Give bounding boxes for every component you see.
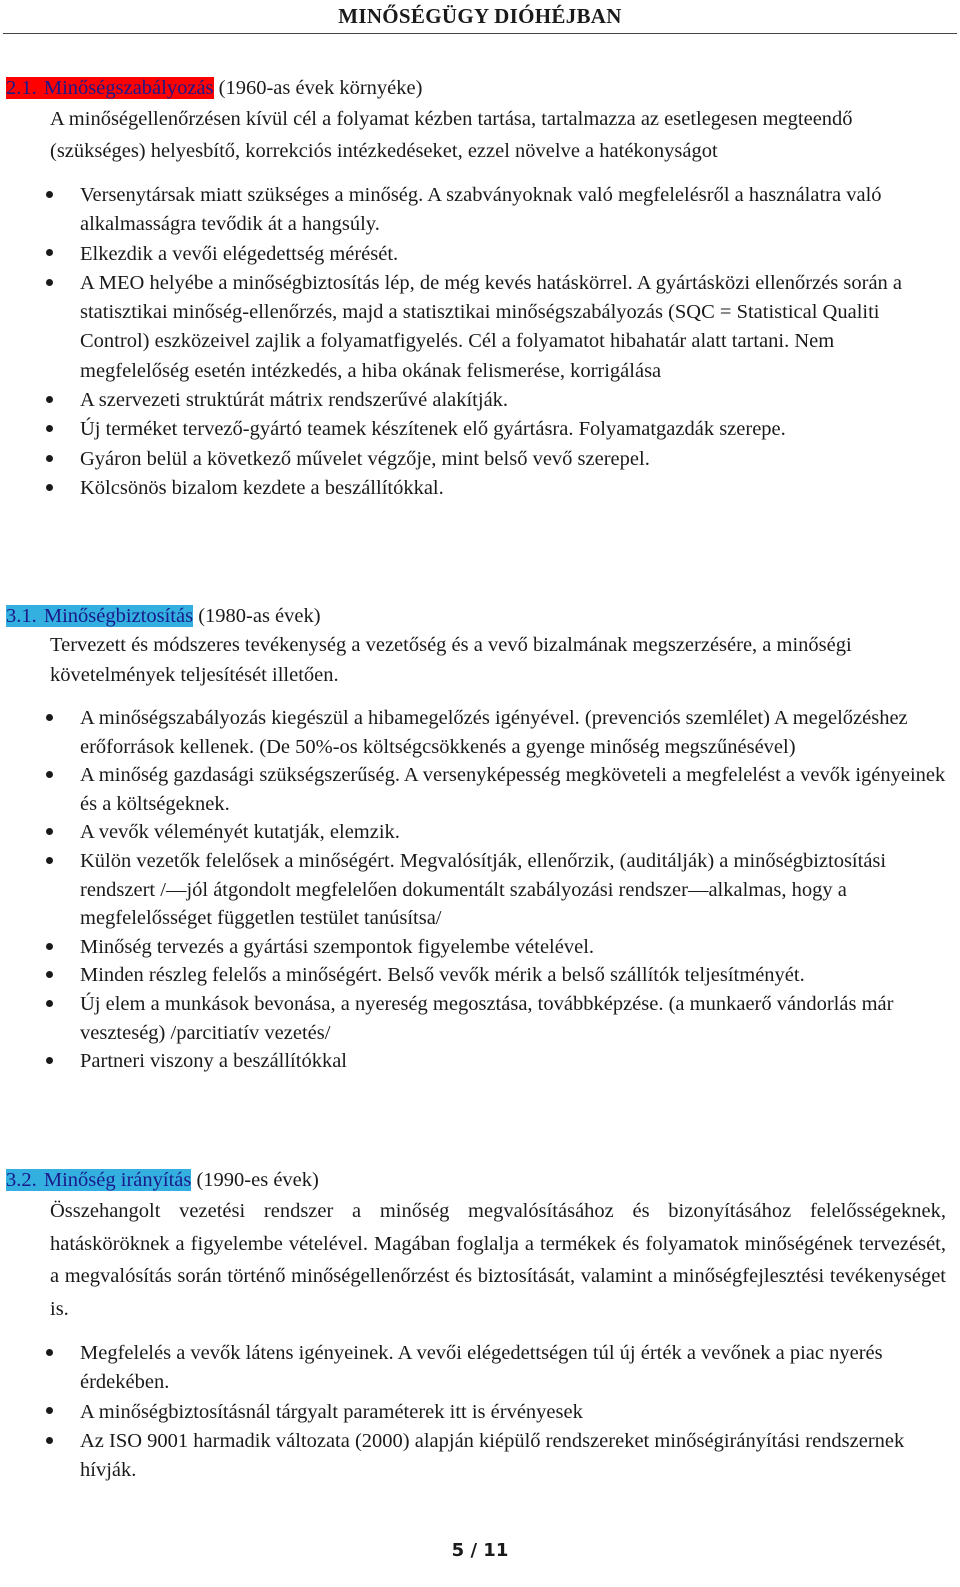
bullet-icon bbox=[46, 1000, 53, 1007]
list-item bbox=[6, 761, 946, 818]
bullet-icon bbox=[46, 771, 53, 778]
bullet-icon bbox=[46, 396, 53, 403]
list-item bbox=[6, 1398, 946, 1427]
list-item-text: Új terméket tervező-gyártó teamek készítenek elő gyártásra. Folyamatgazdák szerepe. bbox=[80, 418, 786, 441]
bullet-icon bbox=[46, 857, 53, 864]
bullet-icon bbox=[46, 1437, 53, 1444]
list-item-text: Kölcsönös bizalom kezdete a beszállítókkal. bbox=[80, 476, 444, 499]
section-title: Minőség irányítás bbox=[43, 1169, 192, 1191]
bullet-icon bbox=[46, 191, 53, 198]
section-heading bbox=[6, 602, 946, 631]
list-item bbox=[6, 961, 946, 990]
list-item bbox=[6, 386, 946, 415]
bullet-icon bbox=[46, 828, 53, 835]
section-heading bbox=[6, 1166, 946, 1195]
bullet-icon bbox=[46, 714, 53, 721]
list-item-text: A MEO helyébe a minőségbiztosítás lép, de még kevés hatáskörrel. A gyártásközi ellenőrzés során a statisztikai minőség-ellenőrzés, majd a statisztikai minőségszabályozás (SQC = Statistical Qualiti Control) eszközeivel zajlik a folyamatfigyelés. Cél a folyamatot hibahatár alatt tartani. Nem megfelelőség esetén intézkedés, a hiba okának felismerése, korrigálása bbox=[80, 271, 903, 382]
list-item bbox=[6, 181, 946, 240]
section-minosegszabalyozas bbox=[6, 74, 946, 503]
section-period: (1980-as évek) bbox=[198, 605, 321, 627]
section-number: 2.1. bbox=[6, 77, 37, 99]
list-item-text: Versenytársak miatt szükséges a minőség. A szabványoknak való megfelelésről a használatra való alkalmasságra tevődik át a hangsúly. bbox=[80, 184, 882, 236]
section-period: (1960-as évek környéke) bbox=[218, 77, 423, 99]
list-item bbox=[6, 933, 946, 962]
list-item bbox=[6, 847, 946, 933]
bullet-icon bbox=[46, 455, 53, 462]
section-heading-highlight bbox=[6, 605, 193, 627]
list-item-text: Új elem a munkások bevonása, a nyereség megosztása, továbbképzése. (a munkaerő vándorlás már veszteség) /parcitiatív vezetés/ bbox=[80, 992, 894, 1044]
section-heading-highlight bbox=[6, 77, 214, 99]
list-item bbox=[6, 1339, 946, 1398]
section-intro: A minőségellenőrzésen kívül cél a folyamat kézben tartása, tartalmazza az esetlegesen megteendő (szükséges) helyesbítő, korrekciós intézkedéseket, ezzel növelve a hatékonyságot bbox=[50, 108, 853, 162]
bullet-icon bbox=[46, 943, 53, 950]
page-header-title: MINŐSÉGÜGY DIÓHÉJBAN bbox=[338, 4, 622, 28]
section-title: Minőségbiztosítás bbox=[43, 605, 194, 627]
bullet-icon bbox=[46, 971, 53, 978]
list-item-text: Gyáron belül a következő művelet végzője, mint belső vevő szerepel. bbox=[80, 447, 650, 470]
list-item bbox=[6, 818, 946, 847]
list-item-text: A vevők véleményét kutatják, elemzik. bbox=[80, 821, 400, 844]
list-item bbox=[6, 1427, 946, 1486]
bullet-icon bbox=[46, 1057, 53, 1064]
bullet-icon bbox=[46, 1349, 53, 1356]
list-item-text: A minőségszabályozás kiegészül a hibamegelőzés igényével. (prevenciós szemlélet) A megelőzéshez erőforrások kellenek. (De 50%-os költségcsökkenés a gyenge minőség megszűnésével) bbox=[80, 707, 908, 758]
section-intro: Tervezett és módszeres tevékenység a vezetőség és a vevő bizalmának megszerzésére, a minőségi követelmények teljesítését illetően. bbox=[50, 634, 852, 686]
list-item-text: A minőségbiztosításnál tárgyalt paraméterek itt is érvényesek bbox=[80, 1400, 583, 1423]
list-item bbox=[6, 704, 946, 761]
section-heading-highlight bbox=[6, 1169, 191, 1191]
list-item-text: Partneri viszony a beszállítókkal bbox=[80, 1050, 347, 1073]
list-item-text: A szervezeti struktúrát mátrix rendszerűvé alakítják. bbox=[80, 389, 509, 412]
header-divider bbox=[3, 33, 957, 34]
list-item bbox=[6, 240, 946, 269]
list-item-text: Minőség tervezés a gyártási szempontok figyelembe vételével. bbox=[80, 935, 595, 958]
bullet-icon bbox=[46, 425, 53, 432]
list-item bbox=[6, 269, 946, 386]
list-item bbox=[6, 1047, 946, 1076]
bullet-icon bbox=[46, 249, 53, 256]
list-item-text: Elkezdik a vevői elégedettség mérését. bbox=[80, 242, 399, 265]
bullet-list bbox=[6, 181, 946, 503]
section-heading bbox=[6, 74, 946, 103]
page-number: 5 / 11 bbox=[451, 1540, 509, 1561]
list-item bbox=[6, 990, 946, 1047]
bullet-list bbox=[6, 1339, 946, 1485]
section-number: 3.2. bbox=[6, 1169, 37, 1191]
bullet-icon bbox=[46, 279, 53, 286]
list-item-text: Megfelelés a vevők látens igényeinek. A vevői elégedettségen túl új érték a vevőnek a piac nyerés érdekében. bbox=[80, 1342, 883, 1394]
list-item bbox=[6, 445, 946, 474]
section-minoseg-iranyitas bbox=[6, 1166, 946, 1485]
section-title: Minőségszabályozás bbox=[43, 77, 214, 99]
section-period: (1990-es évek) bbox=[196, 1169, 319, 1191]
bullet-icon bbox=[46, 484, 53, 491]
list-item-text: Az ISO 9001 harmadik változata (2000) alapján kiépülő rendszereket minőségirányítási rendszernek hívják. bbox=[80, 1429, 905, 1482]
section-minosegbiztositas bbox=[6, 602, 946, 1076]
section-number: 3.1. bbox=[6, 605, 37, 627]
list-item bbox=[6, 474, 946, 503]
list-item-text: A minőség gazdasági szükségszerűség. A versenyképesség megköveteli a megfelelést a vevők igényeinek és a költségeknek. bbox=[80, 764, 946, 815]
list-item-text: Külön vezetők felelősek a minőségért. Megvalósítják, ellenőrzik, (auditálják) a minőségbiztosítási rendszert /—jól átgondolt megfelelően dokumentált szabályozási rendszer—alkalmas, hogy a megfelelősséget független testület tanúsítsa/ bbox=[80, 849, 887, 930]
bullet-list bbox=[6, 704, 946, 1076]
list-item-text: Minden részleg felelős a minőségért. Belső vevők mérik a belső szállítók teljesítményét. bbox=[80, 964, 805, 987]
section-intro: Összehangolt vezetési rendszer a minőség megvalósításához és bizonyításához felelősségeknek, hatásköröknek a figyelembe vételével. Magában foglalja a termékek és folyamatok minőségének tervezését, a megvalósítás során történő minőségellenőrzést és biztosítását, valamint a minőségfejlesztési tevékenységet is. bbox=[50, 1200, 946, 1320]
list-item bbox=[6, 415, 946, 444]
bullet-icon bbox=[46, 1407, 53, 1414]
